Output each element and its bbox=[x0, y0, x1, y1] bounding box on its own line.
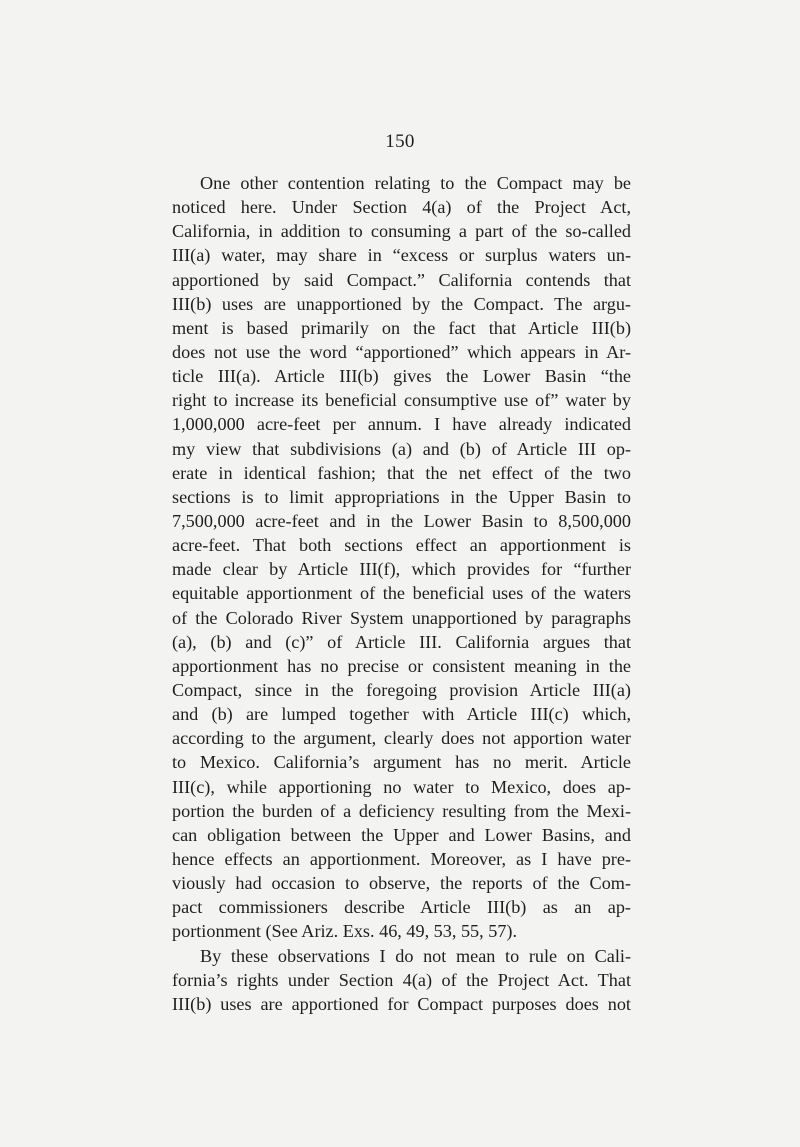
text-line: hence effects an apportionment. Moreover, as I have pre- bbox=[172, 848, 631, 869]
text-line: 7,500,000 acre-feet and in the Lower Basin to 8,500,000 bbox=[172, 510, 631, 531]
text-line: One other contention relating to the Compact may be bbox=[200, 173, 631, 193]
text-line: portionment (See Ariz. Exs. 46, 49, 53, 55, 57). bbox=[172, 921, 518, 942]
text-line: can obligation between the Upper and Lower Basins, and bbox=[172, 824, 631, 845]
text-line: III(b) uses are unapportioned by the Compact. The argu- bbox=[172, 293, 631, 314]
paragraph-1 bbox=[172, 171, 631, 944]
text-line: right to increase its beneficial consumptive use of” water by bbox=[172, 390, 631, 411]
text-line: (a), (b) and (c)” of Article III. California argues that bbox=[172, 631, 631, 652]
text-line: and (b) are lumped together with Article III(c) which, bbox=[172, 704, 631, 725]
page-number: 150 bbox=[385, 131, 415, 152]
body-text bbox=[172, 171, 631, 1016]
text-line: erate in identical fashion; that the net effect of the two bbox=[172, 462, 631, 483]
text-line: made clear by Article III(f), which provides for “further bbox=[172, 559, 631, 580]
text-line: of the Colorado River System unapportioned by paragraphs bbox=[172, 607, 631, 628]
paragraph-2 bbox=[172, 944, 631, 1016]
text-line: ticle III(a). Article III(b) gives the Lower Basin “the bbox=[172, 366, 631, 387]
text-line: my view that subdivisions (a) and (b) of Article III op- bbox=[172, 438, 631, 459]
text-line: Compact, since in the foregoing provision Article III(a) bbox=[172, 679, 631, 700]
text-line: apportionment has no precise or consistent meaning in the bbox=[172, 655, 631, 676]
text-line: III(c), while apportioning no water to Mexico, does ap- bbox=[172, 776, 631, 797]
text-line: does not use the word “apportioned” which appears in Ar- bbox=[172, 341, 631, 362]
text-line: pact commissioners describe Article III(b) as an ap- bbox=[172, 897, 631, 918]
text-line: equitable apportionment of the beneficial uses of the waters bbox=[172, 583, 631, 604]
text-line: viously had occasion to observe, the reports of the Com- bbox=[172, 873, 631, 894]
text-line: III(b) uses are apportioned for Compact purposes does not bbox=[172, 993, 631, 1014]
text-line: according to the argument, clearly does not apportion water bbox=[172, 728, 631, 749]
text-line: noticed here. Under Section 4(a) of the Project Act, bbox=[172, 197, 631, 218]
text-line: 1,000,000 acre-feet per annum. I have already indicated bbox=[172, 414, 631, 435]
text-line: fornia’s rights under Section 4(a) of the Project Act. That bbox=[172, 969, 631, 990]
text-line: By these observations I do not mean to rule on Cali- bbox=[200, 945, 631, 966]
text-line: California, in addition to consuming a part of the so-called bbox=[172, 221, 631, 242]
text-line: apportioned by said Compact.” California contends that bbox=[172, 269, 631, 290]
text-line: portion the burden of a deficiency resulting from the Mexi- bbox=[172, 800, 631, 821]
text-line: ment is based primarily on the fact that Article III(b) bbox=[172, 317, 631, 338]
text-line: to Mexico. California’s argument has no merit. Article bbox=[172, 752, 631, 773]
text-line: sections is to limit appropriations in the Upper Basin to bbox=[172, 486, 631, 507]
text-line: III(a) water, may share in “excess or surplus waters un- bbox=[172, 245, 631, 266]
text-line: acre-feet. That both sections effect an apportionment is bbox=[172, 535, 631, 556]
